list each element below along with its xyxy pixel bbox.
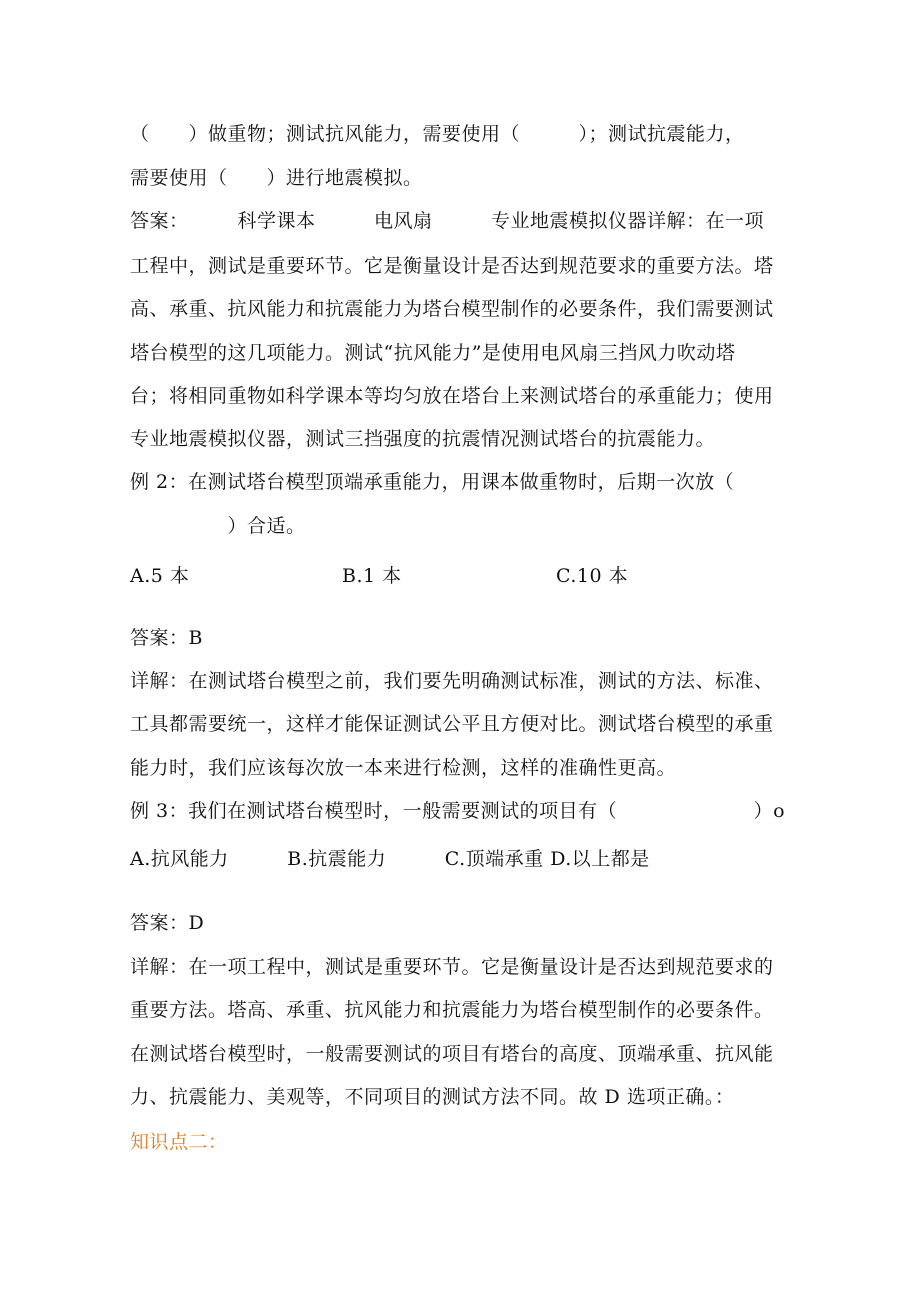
text-line: （ ）做重物；测试抗风能力，需要使用（ ）；测试抗震能力， <box>130 123 745 145</box>
text-line: 能力时，我们应该每次放一本来进行检测，这样的准确性更高。 <box>130 757 677 779</box>
explanation-line: 详解：在一项工程中，测试是重要环节。它是衡量设计是否达到规范要求的 <box>130 956 774 978</box>
answer-line: 答案：B <box>130 627 203 649</box>
text-line: 塔台模型的这几项能力。测试“抗风能力”是使用电风扇三挡风力吹动塔 <box>130 342 736 364</box>
answer-line: 答案： 科学课本 电风扇 专业地震模拟仪器详解：在一项 <box>130 210 765 232</box>
answer-line: 答案：D <box>130 912 205 934</box>
options-line: A.抗风能力 B.抗震能力 C.顶端承重 D.以上都是 <box>130 848 650 870</box>
text-line: 工具都需要统一，这样才能保证测试公平且方便对比。测试塔台模型的承重 <box>130 713 774 735</box>
text-line: 力、抗震能力、美观等，不同项目的测试方法不同。故 D 选项正确。： <box>130 1086 735 1108</box>
text-line: 台；将相同重物如科学课本等均匀放在塔台上来测试塔台的承重能力；使用 <box>130 385 774 407</box>
text-line: 专业地震模拟仪器，测试三挡强度的抗震情况测试塔台的抗震能力。 <box>130 428 716 450</box>
text-line: 需要使用（ ）进行地震模拟。 <box>130 167 423 189</box>
section-heading: 知识点二： <box>130 1131 228 1153</box>
text-line: 高、承重、抗风能力和抗震能力为塔台模型制作的必要条件，我们需要测试 <box>130 298 774 320</box>
option-c: C.10 本 <box>556 565 629 587</box>
text-line: 在测试塔台模型时，一般需要测试的项目有塔台的高度、顶端承重、抗风能 <box>130 1043 774 1065</box>
text-line: ）合适。 <box>130 515 306 537</box>
option-b: B.1 本 <box>342 565 402 587</box>
example-2-question: 例 2：在测试塔台模型顶端承重能力，用课本做重物时，后期一次放（ <box>130 471 735 493</box>
text-line: 重要方法。塔高、承重、抗风能力和抗震能力为塔台模型制作的必要条件。 <box>130 999 774 1021</box>
text-line: 工程中，测试是重要环节。它是衡量设计是否达到规范要求的重要方法。塔 <box>130 255 774 277</box>
explanation-line: 详解：在测试塔台模型之前，我们要先明确测试标准，测试的方法、标准、 <box>130 670 774 692</box>
example-3-question: 例 3：我们在测试塔台模型时，一般需要测试的项目有（ ）o <box>130 800 786 822</box>
option-a: A.5 本 <box>130 565 190 587</box>
